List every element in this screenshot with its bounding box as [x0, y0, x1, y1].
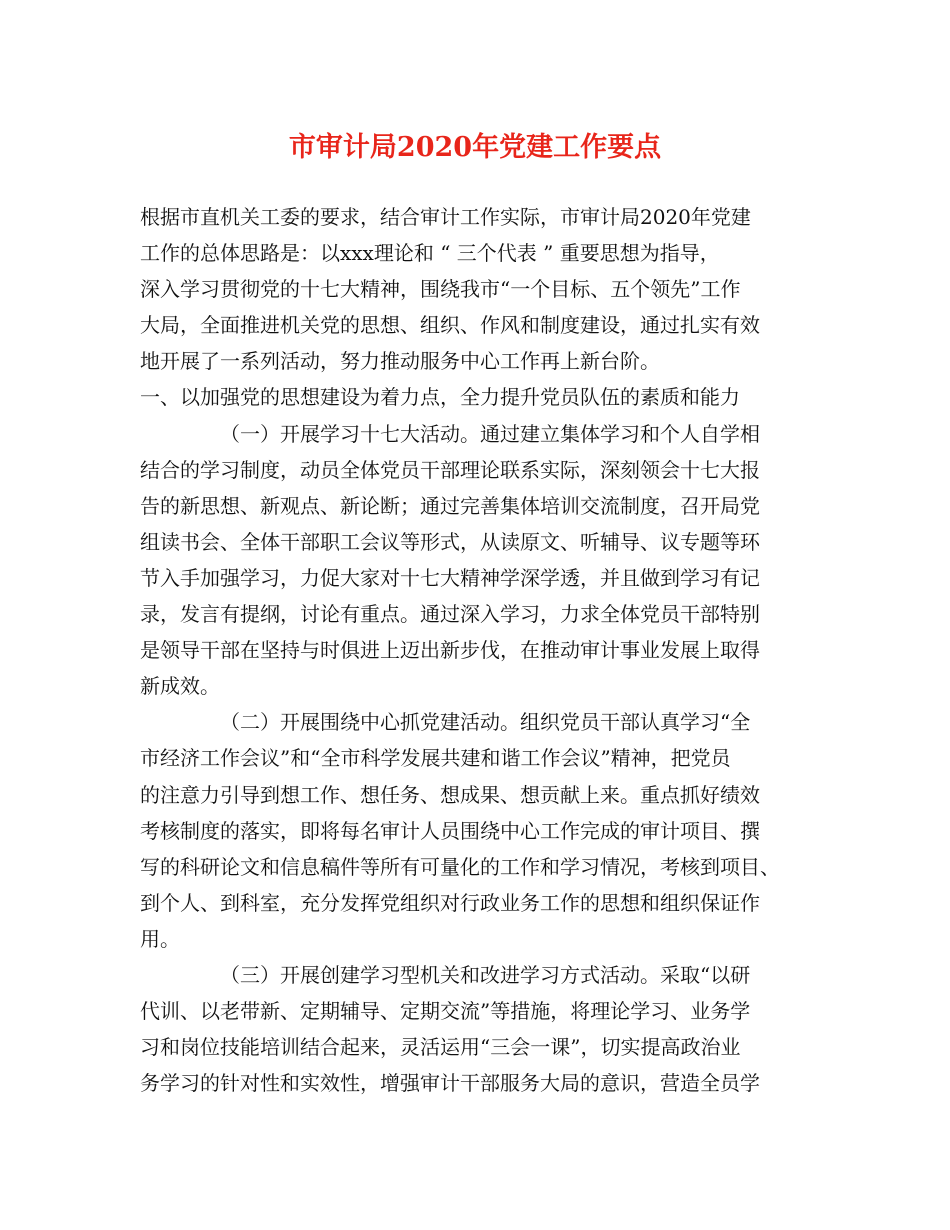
body-line: 节入手加强学习，力促大家对十七大精神学深学透，并且做到学习有记	[140, 565, 760, 590]
body-line: 根据市直机关工委的要求，结合审计工作实际，市审计局2020年党建	[140, 205, 751, 229]
body-line: 新成效。	[140, 674, 220, 699]
body-line: 的注意力引导到想工作、想任务、想成果、想贡献上来。重点抓好绩效	[140, 782, 760, 807]
body-line: 录，发言有提纲，讨论有重点。通过深入学习，力求全体党员干部特别	[140, 602, 760, 627]
body-line: 务学习的针对性和实效性，增强审计干部服务大局的意识，营造全员学	[140, 1071, 760, 1096]
body-line: 工作的总体思路是：以xxx理论和 “ 三个代表 ” 重要思想为指导，	[140, 241, 720, 266]
body-line: 写的科研论文和信息稿件等所有可量化的工作和学习情况，考核到项目、	[140, 854, 780, 879]
document-body	[140, 199, 820, 1101]
body-line: 一、以加强党的思想建设为着力点，全力提升党员队伍的素质和能力	[140, 385, 740, 410]
body-line: （二）开展围绕中心抓党建活动。组织党员干部认真学习“全	[220, 710, 751, 735]
body-line: 到个人、到科室，充分发挥党组织对行政业务工作的思想和组织保证作	[140, 890, 760, 915]
body-line: 深入学习贯彻党的十七大精神，围绕我市“一个目标、五个领先”工作	[140, 277, 741, 302]
body-line: 地开展了一系列活动，努力推动服务中心工作再上新台阶。	[140, 349, 660, 374]
body-line: 习和岗位技能培训结合起来，灵活运用“三会一课”，切实提高政治业	[140, 1035, 741, 1060]
body-line: （三）开展创建学习型机关和改进学习方式活动。采取“以研	[220, 962, 751, 987]
body-line: 大局，全面推进机关党的思想、组织、作风和制度建设，通过扎实有效	[140, 313, 760, 338]
document-title: 市审计局2020年党建工作要点	[288, 132, 662, 163]
body-line: 代训、以老带新、定期辅导、定期交流”等措施，将理论学习、业务学	[140, 999, 751, 1024]
body-line: 结合的学习制度，动员全体党员干部理论联系实际，深刻领会十七大报	[140, 457, 760, 482]
body-line: 是领导干部在坚持与时俱进上迈出新步伐，在推动审计事业发展上取得	[140, 638, 760, 663]
body-line: 市经济工作会议”和“全市科学发展共建和谐工作会议”精神，把党员	[140, 746, 731, 771]
body-line: 考核制度的落实，即将每名审计人员围绕中心工作完成的审计项目、撰	[140, 818, 760, 843]
body-line: 组读书会、全体干部职工会议等形式，从读原文、听辅导、议专题等环	[140, 529, 760, 554]
body-line: 用。	[140, 926, 180, 951]
body-line: （一）开展学习十七大活动。通过建立集体学习和个人自学相	[220, 421, 760, 446]
body-line: 告的新思想、新观点、新论断；通过完善集体培训交流制度，召开局党	[140, 493, 760, 518]
